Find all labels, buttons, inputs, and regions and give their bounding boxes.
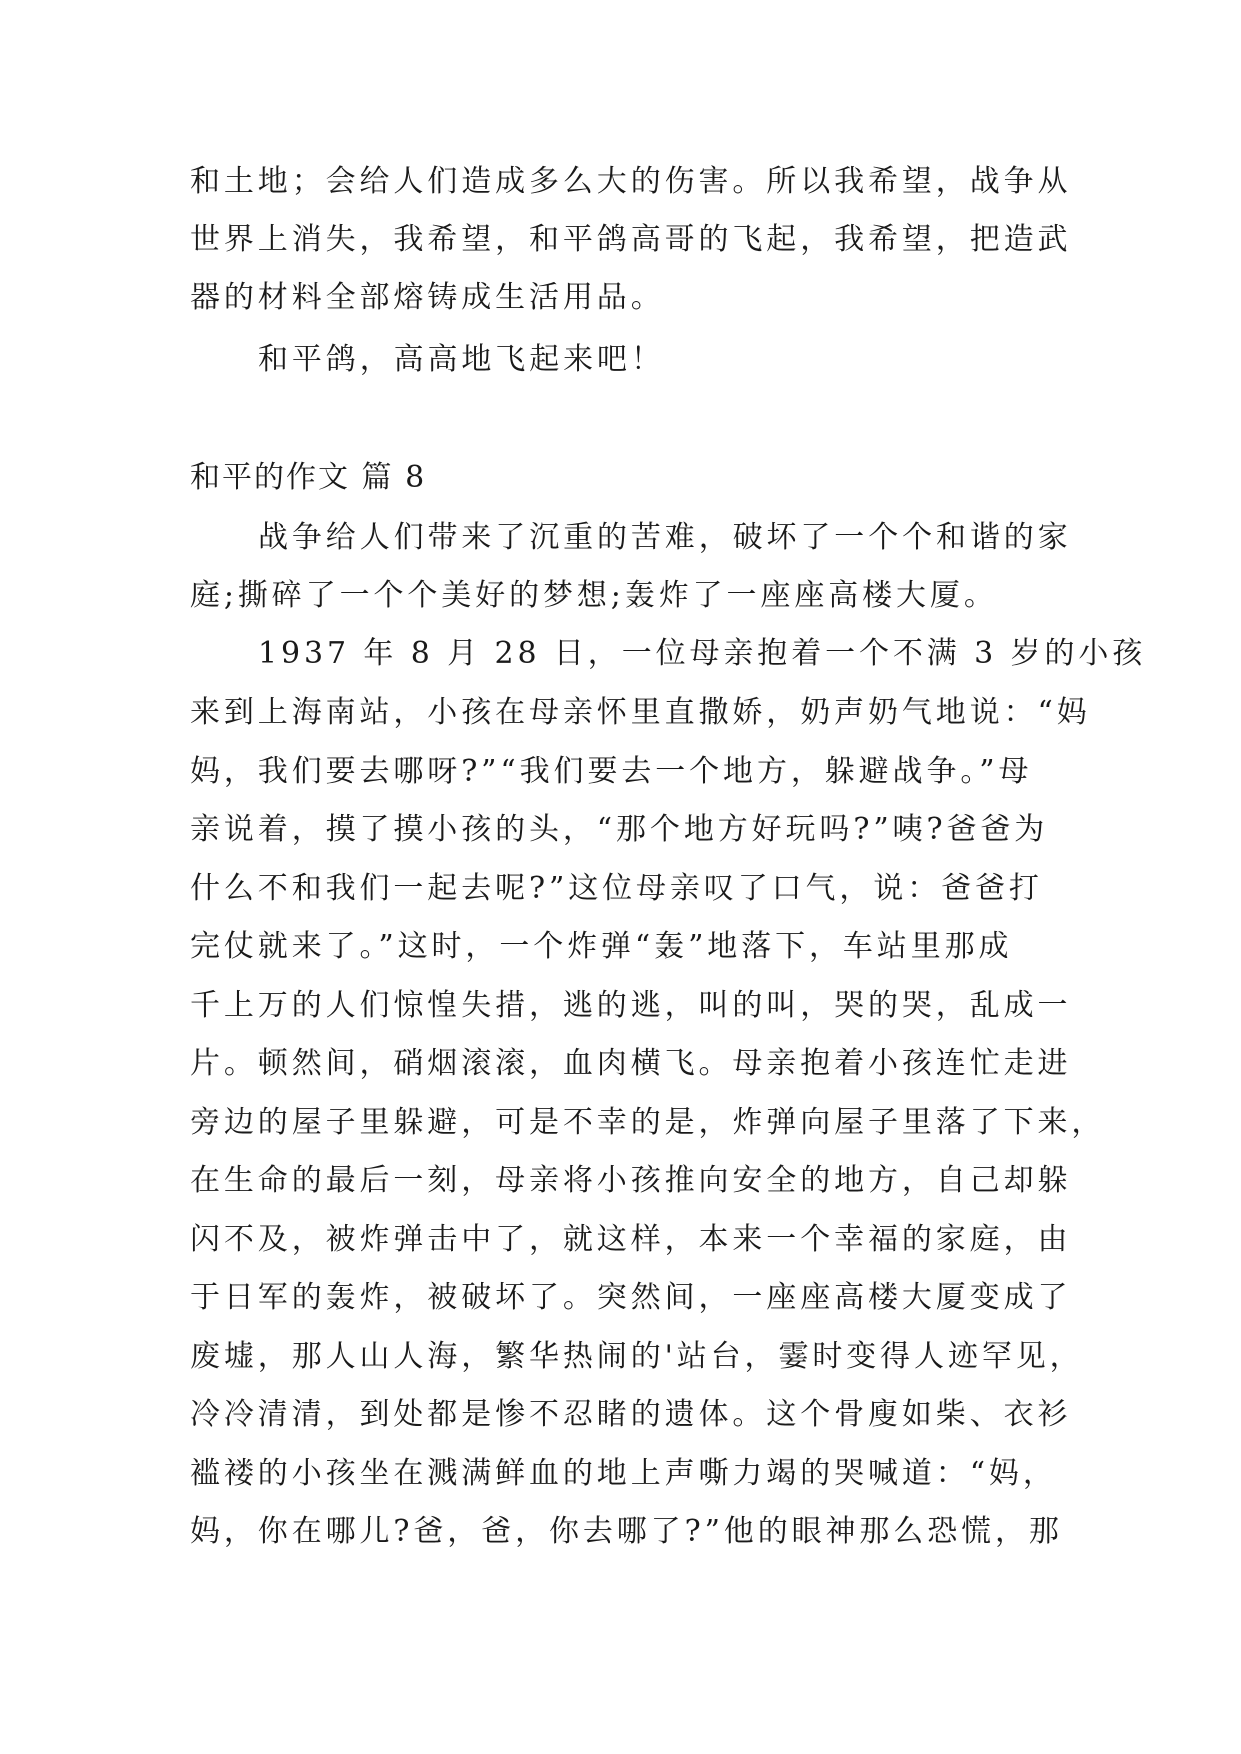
- paragraph-line: 器的材料全部熔铸成生活用品。: [190, 280, 665, 315]
- paragraph-line: 和土地；会给人们造成多么大的伤害。所以我希望，战争从: [190, 164, 1072, 199]
- closing-line: 和平鸽，高高地飞起来吧！: [258, 342, 665, 377]
- paragraph-line: 亲说着，摸了摸小孩的头，“那个地方好玩吗?”咦?爸爸为: [190, 812, 1049, 847]
- paragraph-line: 千上万的人们惊惶失措，逃的逃，叫的叫，哭的哭，乱成一: [190, 988, 1072, 1023]
- paragraph-line: 战争给人们带来了沉重的苦难，破坏了一个个和谐的家: [258, 520, 1072, 555]
- paragraph-line: 片。顿然间，硝烟滚滚，血肉横飞。母亲抱着小孩连忙走进: [190, 1046, 1072, 1081]
- paragraph-line: 来到上海南站，小孩在母亲怀里直撒娇，奶声奶气地说：“妈: [190, 695, 1091, 730]
- paragraph-line: 在生命的最后一刻，母亲将小孩推向安全的地方，自己却躲: [190, 1163, 1072, 1198]
- paragraph-line: 世界上消失，我希望，和平鸽高哥的飞起，我希望，把造武: [190, 222, 1072, 257]
- paragraph-line: 废墟，那人山人海，繁华热闹的'站台，霎时变得人迹罕见，: [190, 1339, 1084, 1374]
- paragraph-line: 旁边的屋子里躲避，可是不幸的是，炸弹向屋子里落了下来，: [190, 1105, 1106, 1140]
- paragraph-line: 庭;撕碎了一个个美好的梦想;轰炸了一座座高楼大厦。: [190, 578, 998, 613]
- paragraph-line: 完仗就来了。”这时，一个炸弹“轰”地落下，车站里那成: [190, 929, 1013, 964]
- paragraph-line: 1937 年 8 月 28 日，一位母亲抱着一个不满 3 岁的小孩: [258, 636, 1147, 671]
- paragraph-line: 冷冷清清，到处都是惨不忍睹的遗体。这个骨廋如柴、衣衫: [190, 1397, 1072, 1432]
- paragraph-line: 妈，你在哪儿?爸，爸，你去哪了?”他的眼神那么恐慌，那: [190, 1514, 1063, 1549]
- paragraph-line: 闪不及，被炸弹击中了，就这样，本来一个幸福的家庭，由: [190, 1222, 1072, 1257]
- section-title: 和平的作文 篇 8: [190, 460, 427, 495]
- paragraph-line: 什么不和我们一起去呢?”这位母亲叹了口气，说：爸爸打: [190, 871, 1043, 906]
- paragraph-line: 于日军的轰炸，被破坏了。突然间，一座座高楼大厦变成了: [190, 1280, 1072, 1315]
- paragraph-line: 妈，我们要去哪呀?”“我们要去一个地方，躲避战争。”母: [190, 754, 1033, 789]
- paragraph-line: 褴褛的小孩坐在溅满鲜血的地上声嘶力竭的哭喊道：“妈，: [190, 1456, 1057, 1491]
